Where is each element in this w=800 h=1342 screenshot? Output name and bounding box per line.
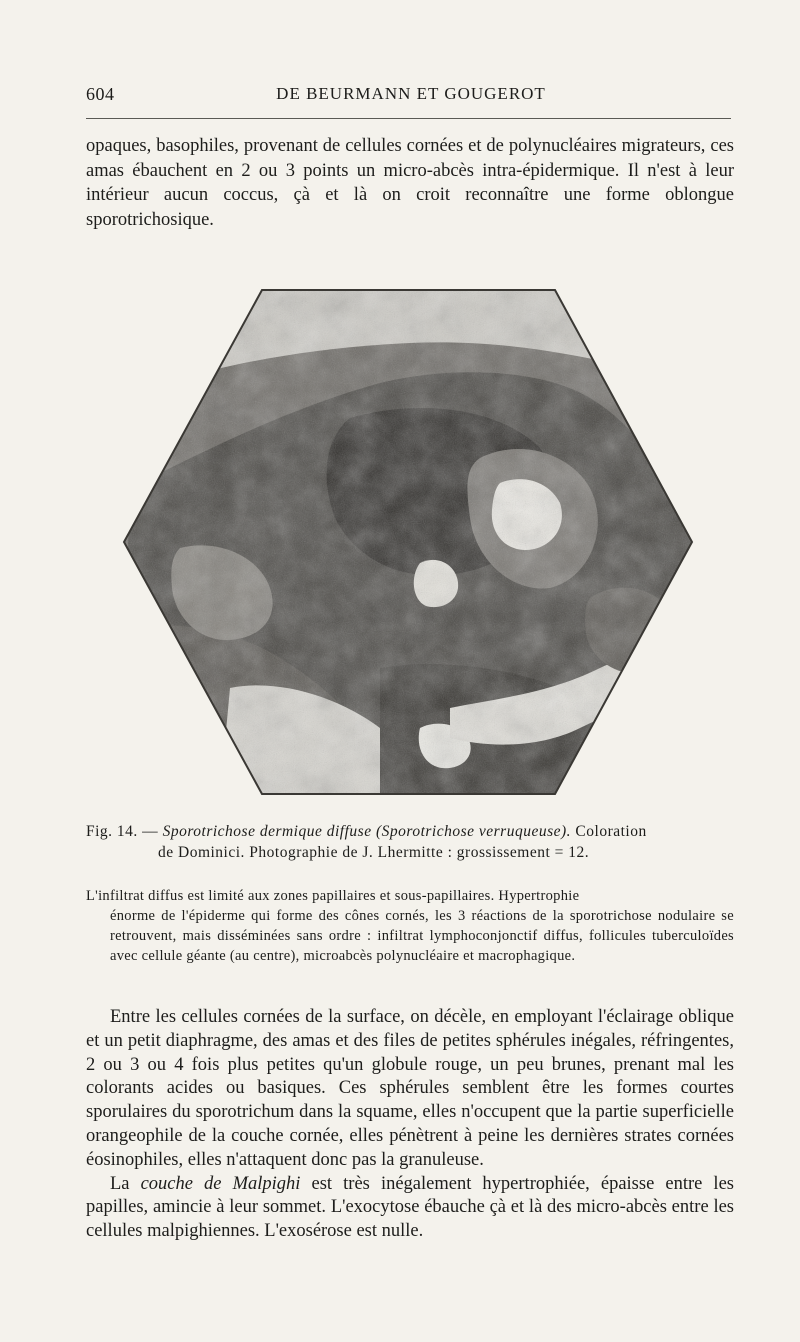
figure-caption bbox=[86, 821, 734, 863]
figure-legend bbox=[86, 886, 734, 966]
paragraph-main-1 bbox=[86, 1006, 734, 1173]
header-rule bbox=[86, 118, 731, 119]
running-head: DE BEURMANN ET GOUGEROT bbox=[276, 84, 546, 103]
paragraph-main-2 bbox=[86, 1173, 734, 1244]
paragraph-top: opaques, basophiles, provenant de cellules cornées et de polynucléaires migrateurs, ces amas ébauchent en 2 ou 3 points un micro-abcès intra-épidermique. Il n'est à leur intérieur aucun coccus, çà et là on croit reconnaître une forme oblongue sporotrichosique. bbox=[86, 136, 734, 230]
paragraph-main-1-text: Entre les cellules cornées de la surface, on décèle, en employant l'éclairage oblique et un petit diaphragme, des amas et des files de petites sphérules inégales, réfringentes, 2 ou 3 ou 4 fois plus petites qu'un globule rouge, un peu brunes, prenant mal les colorants acides ou basiques. Ces sphérules semblent être les formes courtes sporulaires du sporotrichum dans la squame, elles n'occupent que la partie superficielle orangeophile de la couche cornée, elles pénètrent à peine les dernières strates cornées éosinophiles, elles n'attaquent donc pas la granuleuse. bbox=[86, 1007, 734, 1170]
caption-label: Fig. 14. — bbox=[86, 823, 159, 840]
paragraph-main-2-italic: couche de Malpighi bbox=[140, 1173, 301, 1194]
caption-title: Sporotrichose dermique diffuse (Sporotrichose verruqueuse). bbox=[162, 823, 572, 840]
paragraph-main bbox=[86, 1006, 734, 1244]
legend-first-line: L'infiltrat diffus est limité aux zones papillaires et sous-papillaires. Hypertrophie bbox=[86, 888, 580, 904]
page-header bbox=[86, 84, 736, 110]
paragraph-main-2-start: La bbox=[110, 1173, 141, 1194]
legend-body: énorme de l'épiderme qui forme des cônes cornés, les 3 réactions de la sporotrichose nodulaire se retrouvent, mais disséminées sans ordre : infiltrat lymphoconjonctif diffus, follicules tuberculoïdes avec cellule géante (au centre), microabcès polynucléaire et macrophagique. bbox=[110, 908, 734, 964]
page-number: 604 bbox=[86, 84, 115, 104]
caption-line-2: de Dominici. Photographie de J. Lhermitte : grossissement = 12. bbox=[158, 844, 590, 861]
micrograph-image bbox=[120, 288, 695, 796]
caption-line-1 bbox=[86, 821, 734, 842]
caption-rest: Coloration bbox=[575, 823, 647, 840]
paragraph-main-2-end: est très inégalement hypertrophiée, épaisse entre les papilles, amincie à leur sommet. L'exocytose ébauche çà et là des micro-abcès entre les cellules malpighiennes. L'exosérose est nulle. bbox=[86, 1173, 734, 1242]
figure-micrograph bbox=[120, 288, 695, 796]
